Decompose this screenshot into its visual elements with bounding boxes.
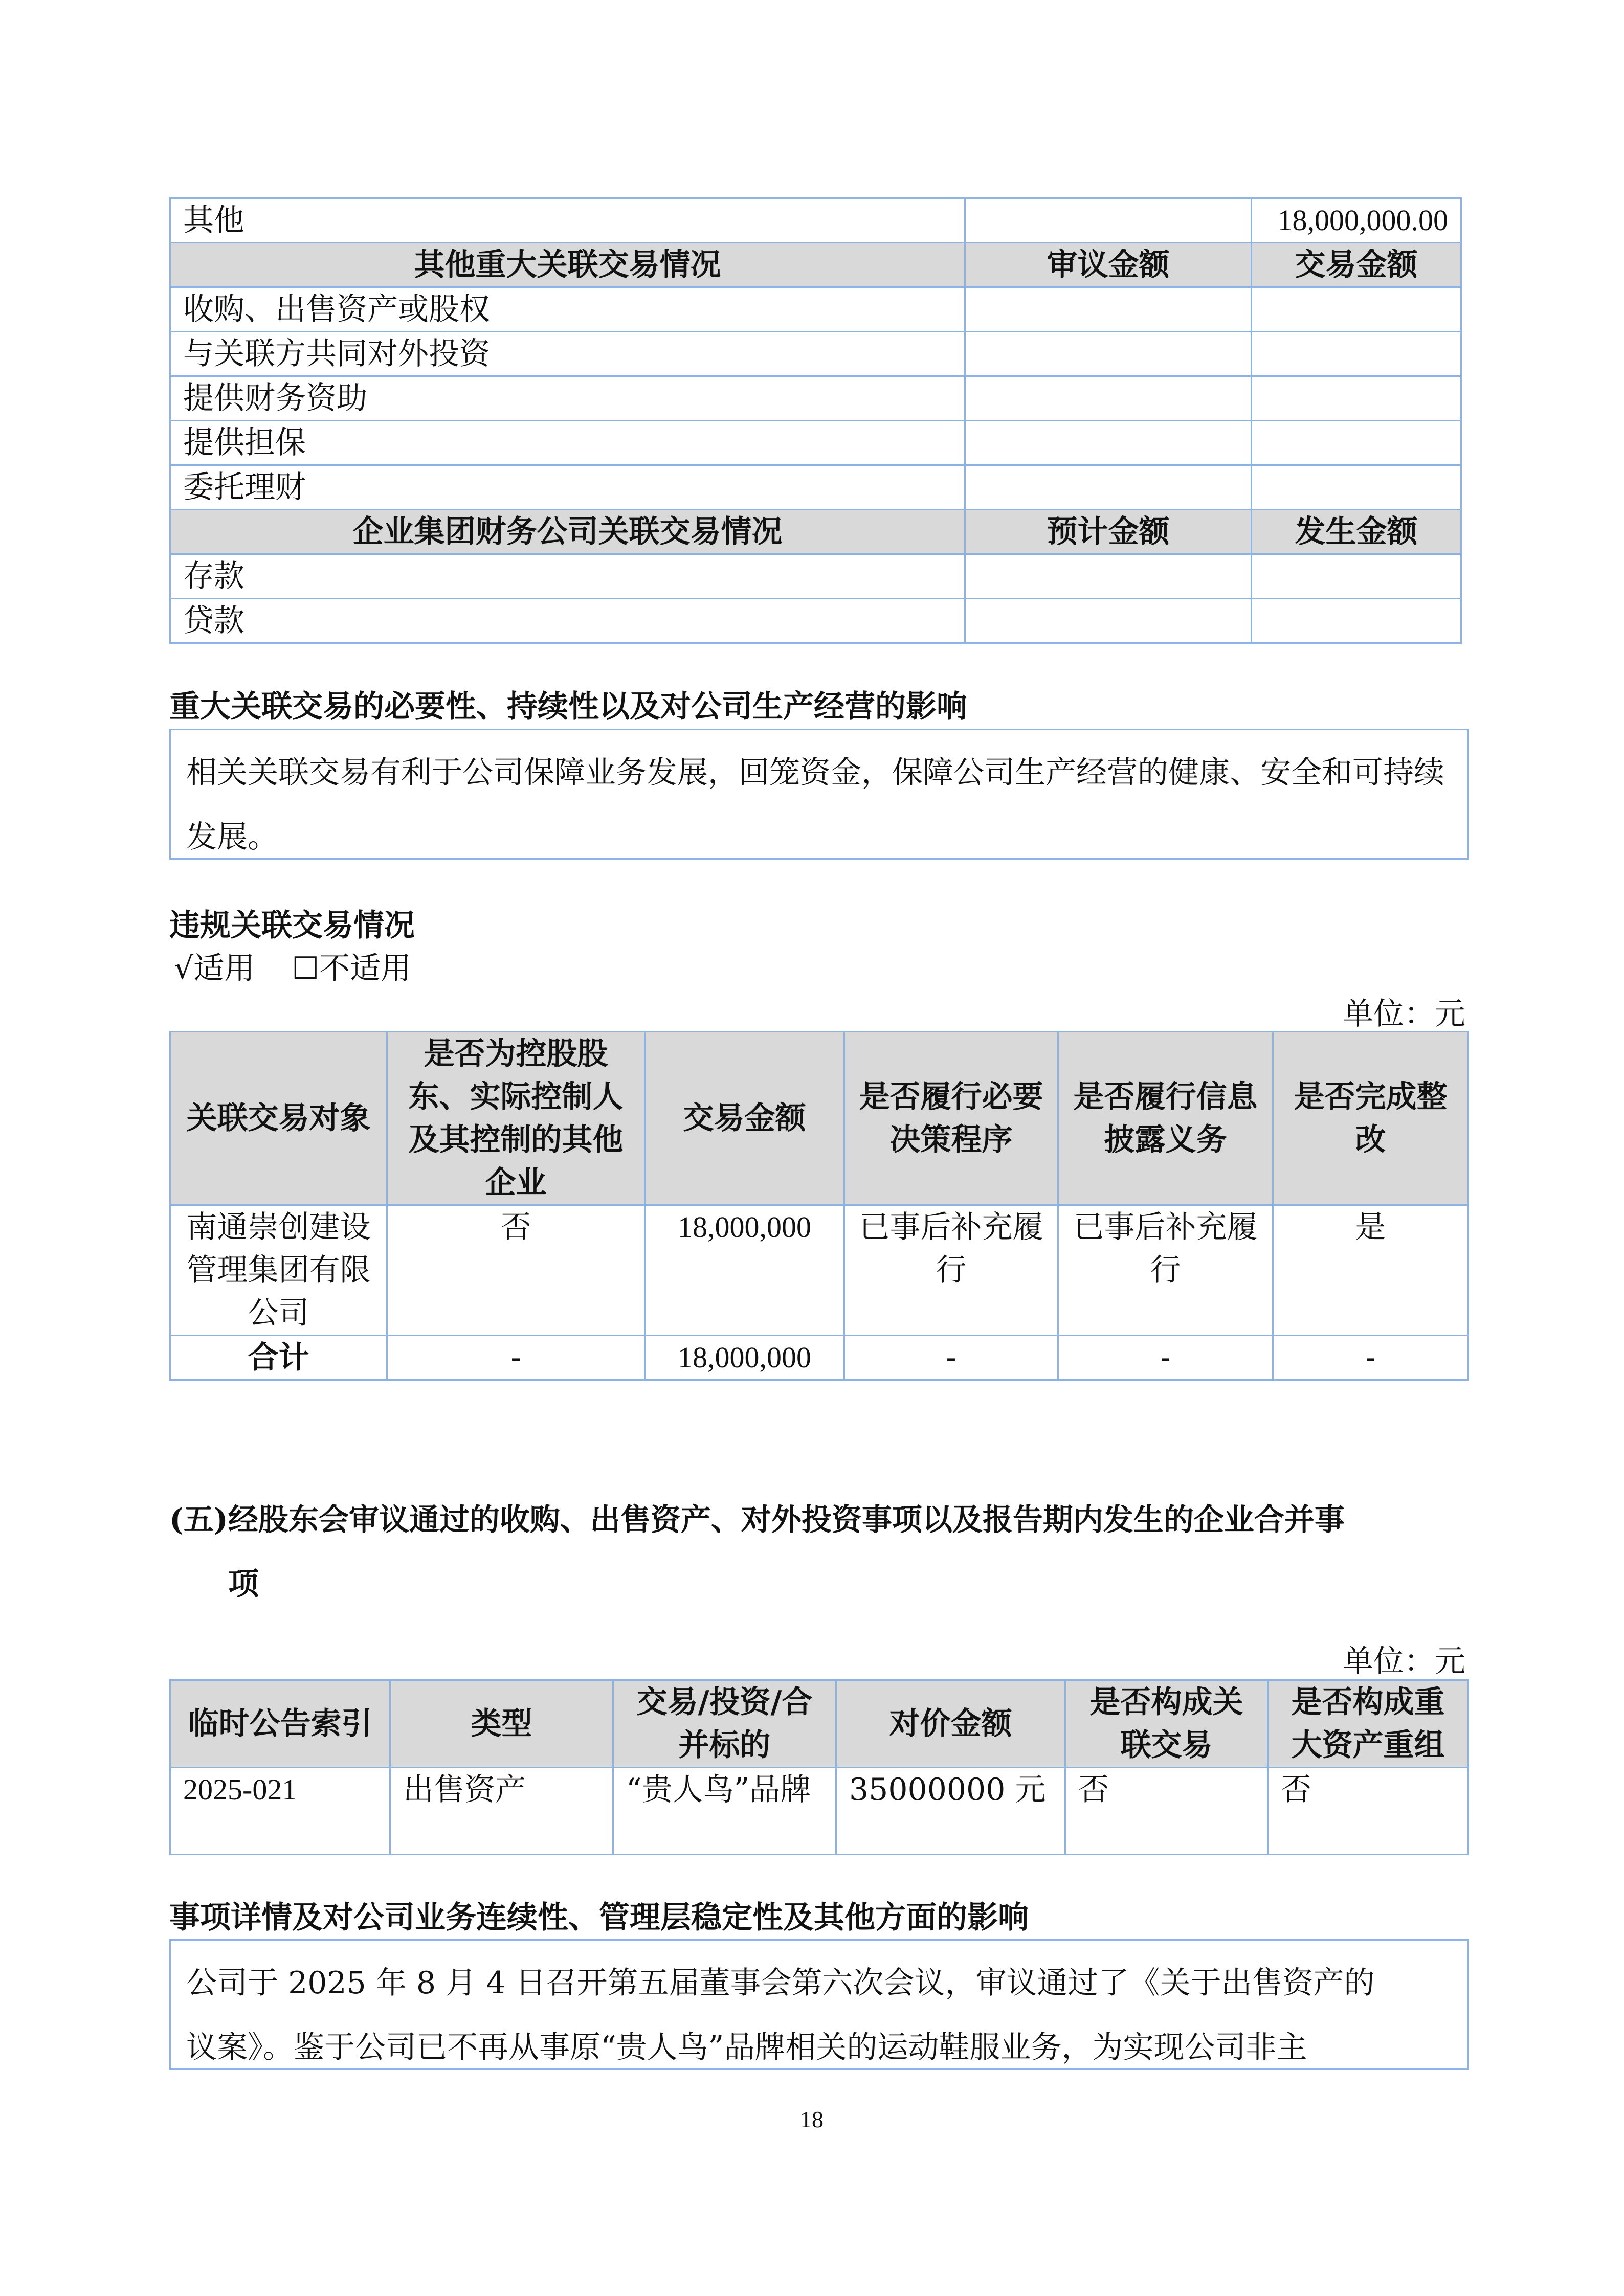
col-header: 是否为控股股东、实际控制人及其控制的其他企业 (387, 1032, 645, 1205)
table-row (170, 1768, 1469, 1855)
cell-party: 南通崇创建设管理集团有限公司 (170, 1205, 387, 1336)
cell-decision: 已事后补充履行 (844, 1205, 1058, 1336)
section-header-row (170, 243, 1461, 287)
not-applicable-checkbox[interactable]: ☐不适用 (292, 951, 412, 986)
unit-label: 单位：元 (1343, 996, 1465, 1032)
row-label: 收购、出售资产或股权 (170, 287, 965, 332)
page-number: 18 (800, 2106, 824, 2132)
applicable-checked[interactable]: √适用 (174, 951, 255, 986)
table-header-row (170, 1680, 1469, 1768)
section-five-heading-cont: 项 (228, 1566, 259, 1602)
table-row (170, 198, 1461, 243)
cell-type: 出售资产 (390, 1768, 613, 1855)
cell-related: 否 (1065, 1768, 1268, 1855)
cell-rectified: 是 (1273, 1205, 1469, 1336)
unit-label: 单位：元 (1343, 1644, 1465, 1679)
col-header: 是否完成整改 (1273, 1032, 1469, 1205)
table-row (170, 599, 1461, 643)
table-row (170, 465, 1461, 510)
row-label: 与关联方共同对外投资 (170, 332, 965, 376)
section-header-col: 预计金额 (965, 510, 1252, 554)
details-text-line: 议案》。鉴于公司已不再从事原“贵人鸟”品牌相关的运动鞋服业务，为实现公司非主 (186, 2030, 1307, 2065)
necessity-heading: 重大关联交易的必要性、持续性以及对公司生产经营的影响 (169, 689, 967, 725)
total-amount: 18,000,000 (645, 1336, 844, 1380)
total-cell: - (1273, 1336, 1469, 1380)
col-header: 交易金额 (645, 1032, 844, 1205)
cell-controlled: 否 (387, 1205, 645, 1336)
table-row (170, 1205, 1469, 1336)
col-header: 关联交易对象 (170, 1032, 387, 1205)
cell-announcement-index: 2025-021 (170, 1768, 390, 1855)
col-header: 是否履行必要决策程序 (844, 1032, 1058, 1205)
col-header: 类型 (390, 1680, 613, 1768)
other-label: 其他 (170, 198, 965, 243)
section-header-col: 发生金额 (1252, 510, 1461, 554)
row-label: 委托理财 (170, 465, 965, 510)
table-row (170, 554, 1461, 599)
cell-disclosure: 已事后补充履行 (1058, 1205, 1273, 1336)
section-header-title: 企业集团财务公司关联交易情况 (170, 510, 965, 554)
cell-major-restructuring: 否 (1268, 1768, 1469, 1855)
table-row (170, 287, 1461, 332)
applicability-options (174, 947, 411, 990)
col-header: 临时公告索引 (170, 1680, 390, 1768)
other-amount: 18,000,000.00 (1252, 198, 1461, 243)
row-label: 存款 (170, 554, 965, 599)
total-cell: - (844, 1336, 1058, 1380)
col-header: 交易/投资/合并标的 (613, 1680, 836, 1768)
total-cell: - (387, 1336, 645, 1380)
row-label: 贷款 (170, 599, 965, 643)
section-header-col: 交易金额 (1252, 243, 1461, 287)
acquisition-table (169, 1679, 1469, 1855)
details-text-box (169, 1939, 1469, 2070)
col-header: 是否构成重大资产重组 (1268, 1680, 1469, 1768)
total-label: 合计 (170, 1336, 387, 1380)
violation-heading: 违规关联交易情况 (169, 908, 415, 943)
necessity-text-box (169, 729, 1469, 860)
section-header-title: 其他重大关联交易情况 (170, 243, 965, 287)
table-header-row (170, 1032, 1469, 1205)
details-text-line: 公司于 2025 年 8 月 4 日召开第五届董事会第六次会议，审议通过了《关于出售资产的 (186, 1965, 1375, 2001)
related-transactions-table (169, 197, 1462, 644)
cell-amount: 18,000,000 (645, 1205, 844, 1336)
section-header-col: 审议金额 (965, 243, 1252, 287)
total-cell: - (1058, 1336, 1273, 1380)
section-five-heading: (五)经股东会审议通过的收购、出售资产、对外投资事项以及报告期内发生的企业合并事 (169, 1502, 1345, 1537)
col-header: 对价金额 (836, 1680, 1065, 1768)
violation-table (169, 1031, 1469, 1381)
section-header-row (170, 510, 1461, 554)
necessity-text: 相关关联交易有利于公司保障业务发展，回笼资金，保障公司生产经营的健康、安全和可持续发展。 (186, 755, 1444, 855)
cell-consideration: 35000000 元 (836, 1768, 1065, 1855)
table-row (170, 332, 1461, 376)
total-row (170, 1336, 1469, 1380)
col-header: 是否构成关联交易 (1065, 1680, 1268, 1768)
table-row (170, 421, 1461, 465)
row-label: 提供财务资助 (170, 376, 965, 421)
row-label: 提供担保 (170, 421, 965, 465)
details-heading: 事项详情及对公司业务连续性、管理层稳定性及其他方面的影响 (169, 1900, 1029, 1935)
cell-target: “贵人鸟”品牌 (613, 1768, 836, 1855)
col-header: 是否履行信息披露义务 (1058, 1032, 1273, 1205)
table-row (170, 376, 1461, 421)
